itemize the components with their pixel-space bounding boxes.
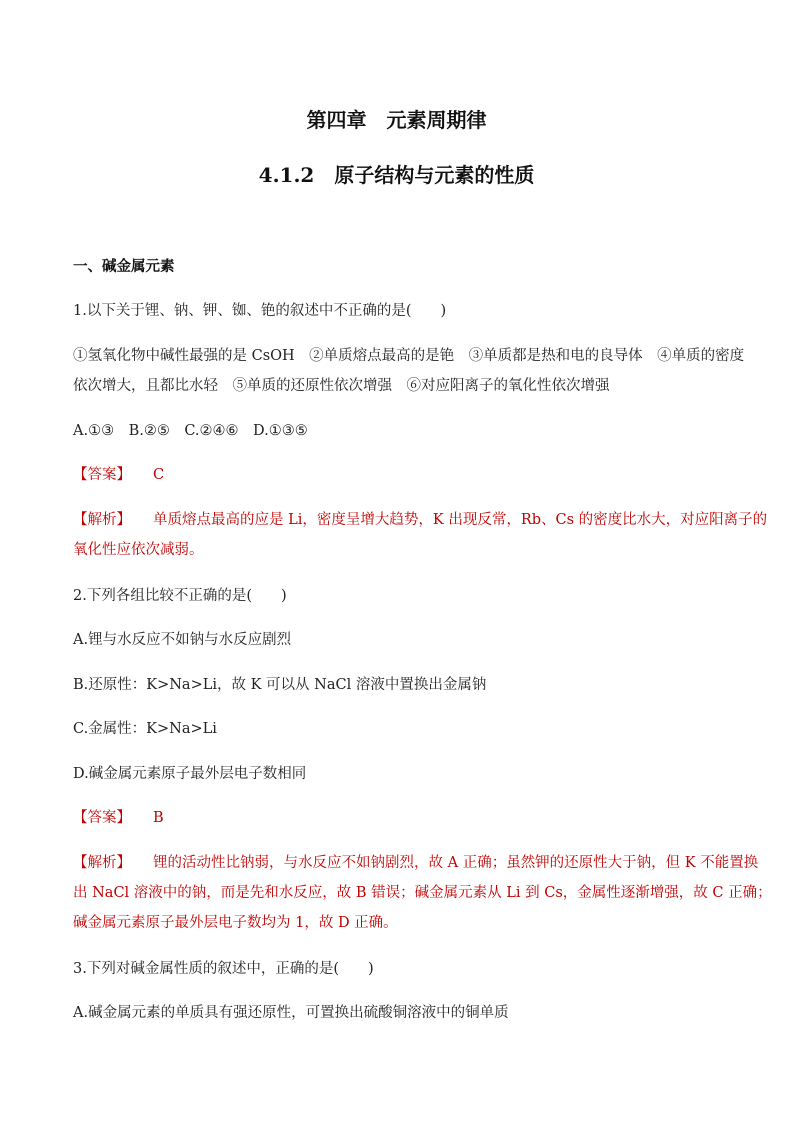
question-1-options: A.①③ B.②⑤ C.②④⑥ D.①③⑤ bbox=[73, 423, 308, 439]
answer-value: C bbox=[153, 467, 165, 483]
question-1-statements-line-2: 依次增大，且都比水轻 ⑤单质的还原性依次增强 ⑥对应阳离子的氧化性依次增强 bbox=[73, 378, 610, 394]
question-3-option-a: A.碱金属元素的单质具有强还原性，可置换出硫酸铜溶液中的铜单质 bbox=[73, 1005, 509, 1021]
question-1-stem: 1.以下关于锂、钠、钾、铷、铯的叙述中不正确的是( ) bbox=[73, 303, 447, 319]
analysis-tag: 【解析】 bbox=[73, 855, 131, 871]
question-2-option-d: D.碱金属元素原子最外层电子数相同 bbox=[73, 766, 307, 782]
lesson-title: 4.1.2 原子结构与元素的性质 bbox=[258, 163, 535, 187]
question-2-stem: 2.下列各组比较不正确的是( ) bbox=[73, 588, 287, 604]
question-3-stem: 3.下列对碱金属性质的叙述中，正确的是( ) bbox=[73, 961, 374, 977]
section-heading: 一、碱金属元素 bbox=[73, 258, 175, 275]
question-2-option-b: B.还原性：K>Na>Li，故 K 可以从 NaCl 溶液中置换出金属钠 bbox=[73, 677, 487, 693]
question-2-option-c: C.金属性：K>Na>Li bbox=[73, 721, 217, 737]
question-2-analysis-line-2: 出 NaCl 溶液中的钠，而是先和水反应，故 B 错误；碱金属元素从 Li 到 Cs，金属性逐渐增强，故 C 正确； bbox=[73, 885, 772, 901]
chapter-title: 第四章 元素周期律 bbox=[306, 108, 487, 132]
answer-tag: 【答案】 bbox=[73, 810, 131, 826]
question-2-analysis-line-1 bbox=[73, 853, 759, 873]
question-2-option-a: A.锂与水反应不如钠与水反应剧烈 bbox=[73, 632, 292, 648]
question-1-analysis-line-1 bbox=[73, 510, 768, 530]
answer-value: B bbox=[153, 810, 164, 826]
analysis-text: 单质熔点最高的应是 Li，密度呈增大趋势，K 出现反常，Rb、Cs 的密度比水大，对应阳离子的 bbox=[153, 512, 768, 528]
question-1-analysis-line-2: 氧化性应依次减弱。 bbox=[73, 542, 204, 558]
question-2-analysis-line-3: 碱金属元素原子最外层电子数均为 1，故 D 正确。 bbox=[73, 915, 398, 931]
answer-tag: 【答案】 bbox=[73, 467, 131, 483]
analysis-tag: 【解析】 bbox=[73, 512, 131, 528]
question-1-statements-line-1: ①氢氧化物中碱性最强的是 CsOH ②单质熔点最高的是铯 ③单质都是热和电的良导体 ④单质的密度 bbox=[73, 348, 745, 364]
question-2-answer bbox=[73, 808, 723, 828]
question-1-answer bbox=[73, 465, 723, 485]
analysis-text: 锂的活动性比钠弱，与水反应不如钠剧烈，故 A 正确；虽然钾的还原性大于钠，但 K 不能置换 bbox=[153, 855, 759, 871]
